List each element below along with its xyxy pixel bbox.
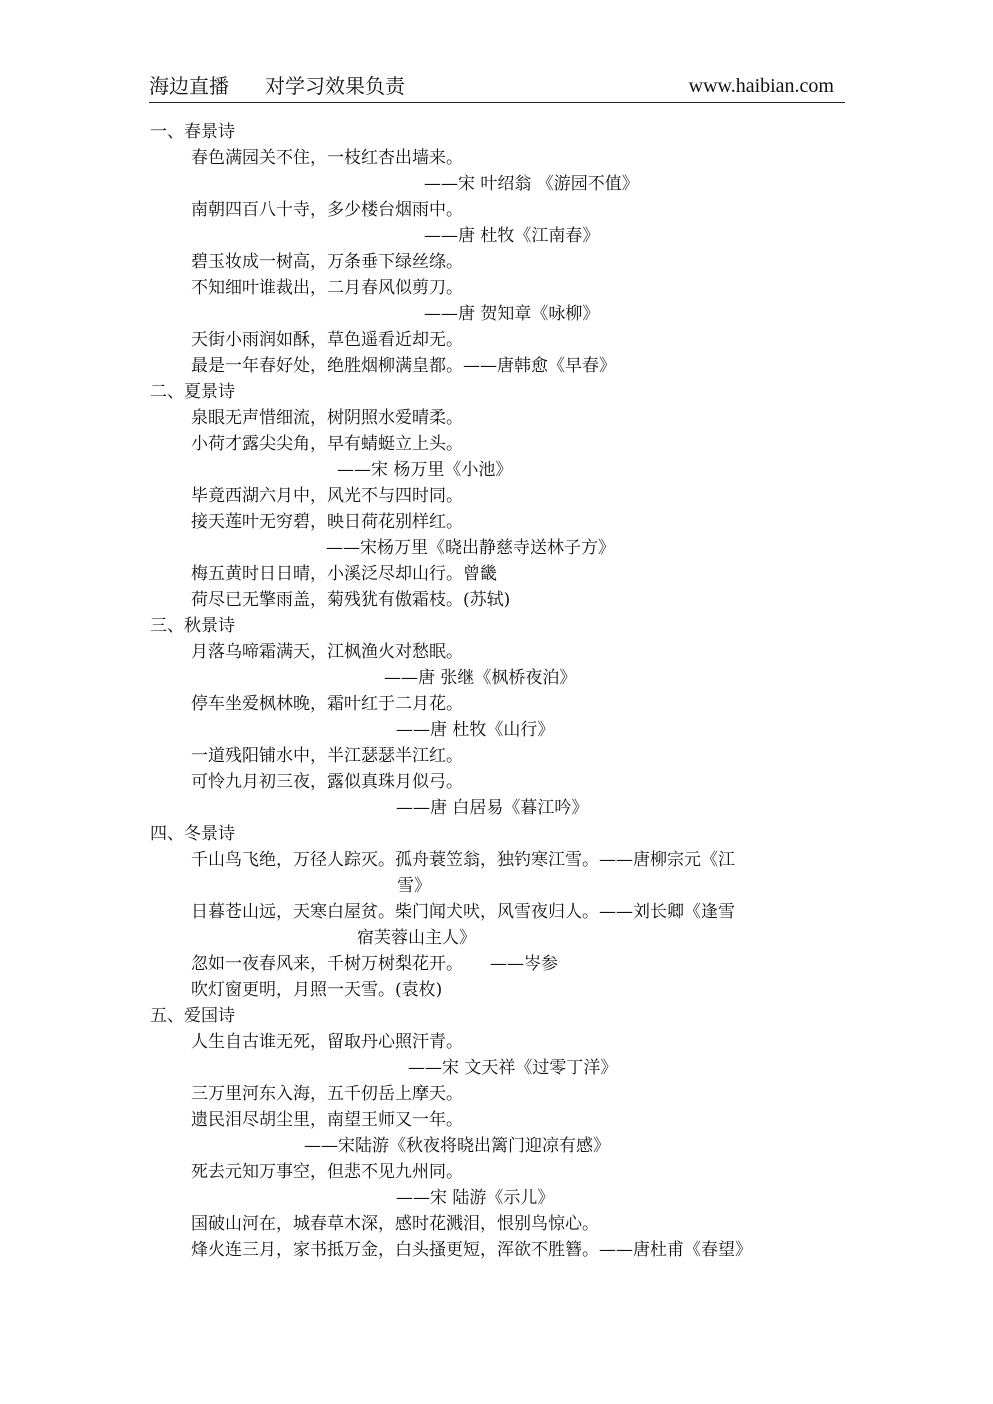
section-heading-autumn: 三、秋景诗 (150, 616, 235, 636)
verse-line: 梅五黄时日日晴，小溪泛尽却山行。曾畿 (191, 564, 497, 584)
verse-line: 忽如一夜春风来，千树万树梨花开。 ——岑参 (191, 954, 559, 974)
verse-line: 泉眼无声惜细流，树阴照水爱晴柔。 (191, 408, 463, 428)
verse-line: 月落乌啼霜满天，江枫渔火对愁眠。 (191, 642, 463, 662)
section-heading-spring: 一、春景诗 (150, 122, 235, 142)
poem-attribution: ——唐 杜牧《江南春》 (424, 226, 600, 246)
section-heading-patriotic: 五、爱国诗 (150, 1006, 235, 1026)
site-url: www.haibian.com (688, 75, 834, 97)
verse-line: 毕竟西湖六月中，风光不与四时同。 (191, 486, 463, 506)
section-heading-winter: 四、冬景诗 (150, 824, 235, 844)
verse-line: 接天莲叶无穷碧，映日荷花别样红。 (191, 512, 463, 532)
poem-attribution: ——唐 张继《枫桥夜泊》 (384, 668, 577, 688)
verse-line: 南朝四百八十寺，多少楼台烟雨中。 (191, 200, 463, 220)
verse-line: 春色满园关不住，一枝红杏出墙来。 (191, 148, 463, 168)
poem-attribution: ——唐 贺知章《咏柳》 (424, 304, 600, 324)
verse-line: 日暮苍山远，天寒白屋贫。柴门闻犬吠，风雪夜归人。——刘长卿《逢雪 (191, 902, 735, 922)
verse-line: 碧玉妆成一树高，万条垂下绿丝绦。 (191, 252, 463, 272)
verse-line: 三万里河东入海，五千仞岳上摩天。 (191, 1084, 463, 1104)
poem-attribution: ——宋陆游《秋夜将晓出篱门迎凉有感》 (304, 1136, 610, 1156)
poem-attribution: ——唐 白居易《暮江吟》 (396, 798, 589, 818)
section-heading-summer: 二、夏景诗 (150, 382, 235, 402)
verse-line: 人生自古谁无死，留取丹心照汗青。 (191, 1032, 463, 1052)
verse-line: 小荷才露尖尖角，早有蜻蜓立上头。 (191, 434, 463, 454)
poem-attribution: ——宋 文天祥《过零丁洋》 (408, 1058, 618, 1078)
verse-line: 一道残阳铺水中，半江瑟瑟半江红。 (191, 746, 463, 766)
site-slogan: 对学习效果负责 (265, 74, 405, 98)
verse-line: 天街小雨润如酥，草色遥看近却无。 (191, 330, 463, 350)
poem-attribution: ——唐 杜牧《山行》 (396, 720, 555, 740)
site-name: 海边直播 (149, 74, 229, 98)
verse-line: 可怜九月初三夜，露似真珠月似弓。 (191, 772, 463, 792)
poem-attribution: ——宋杨万里《晓出静慈寺送林子方》 (326, 538, 615, 558)
verse-line: 烽火连三月，家书抵万金，白头搔更短，浑欲不胜簪。——唐杜甫《春望》 (191, 1240, 752, 1260)
verse-line: 死去元知万事空，但悲不见九州同。 (191, 1162, 463, 1182)
verse-line: 国破山河在，城春草木深，感时花溅泪，恨别鸟惊心。 (191, 1214, 599, 1234)
verse-line-continued: 宿芙蓉山主人》 (357, 928, 476, 948)
verse-line: 千山鸟飞绝，万径人踪灭。孤舟蓑笠翁，独钓寒江雪。——唐柳宗元《江 (191, 850, 735, 870)
poem-attribution: ——宋 杨万里《小池》 (337, 460, 513, 480)
poem-attribution: ——宋 陆游《示儿》 (396, 1188, 555, 1208)
verse-line-continued: 雪》 (397, 876, 431, 896)
verse-line: 遗民泪尽胡尘里，南望王师又一年。 (191, 1110, 463, 1130)
verse-line: 最是一年春好处，绝胜烟柳满皇都。——唐韩愈《早春》 (191, 356, 616, 376)
verse-line: 荷尽已无擎雨盖，菊残犹有傲霜枝。(苏轼) (191, 590, 511, 610)
verse-line: 吹灯窗更明，月照一天雪。(袁枚) (191, 980, 443, 1000)
verse-line: 不知细叶谁裁出，二月春风似剪刀。 (191, 278, 463, 298)
poem-attribution: ——宋 叶绍翁 《游园不值》 (424, 174, 639, 194)
verse-line: 停车坐爱枫林晚，霜叶红于二月花。 (191, 694, 463, 714)
